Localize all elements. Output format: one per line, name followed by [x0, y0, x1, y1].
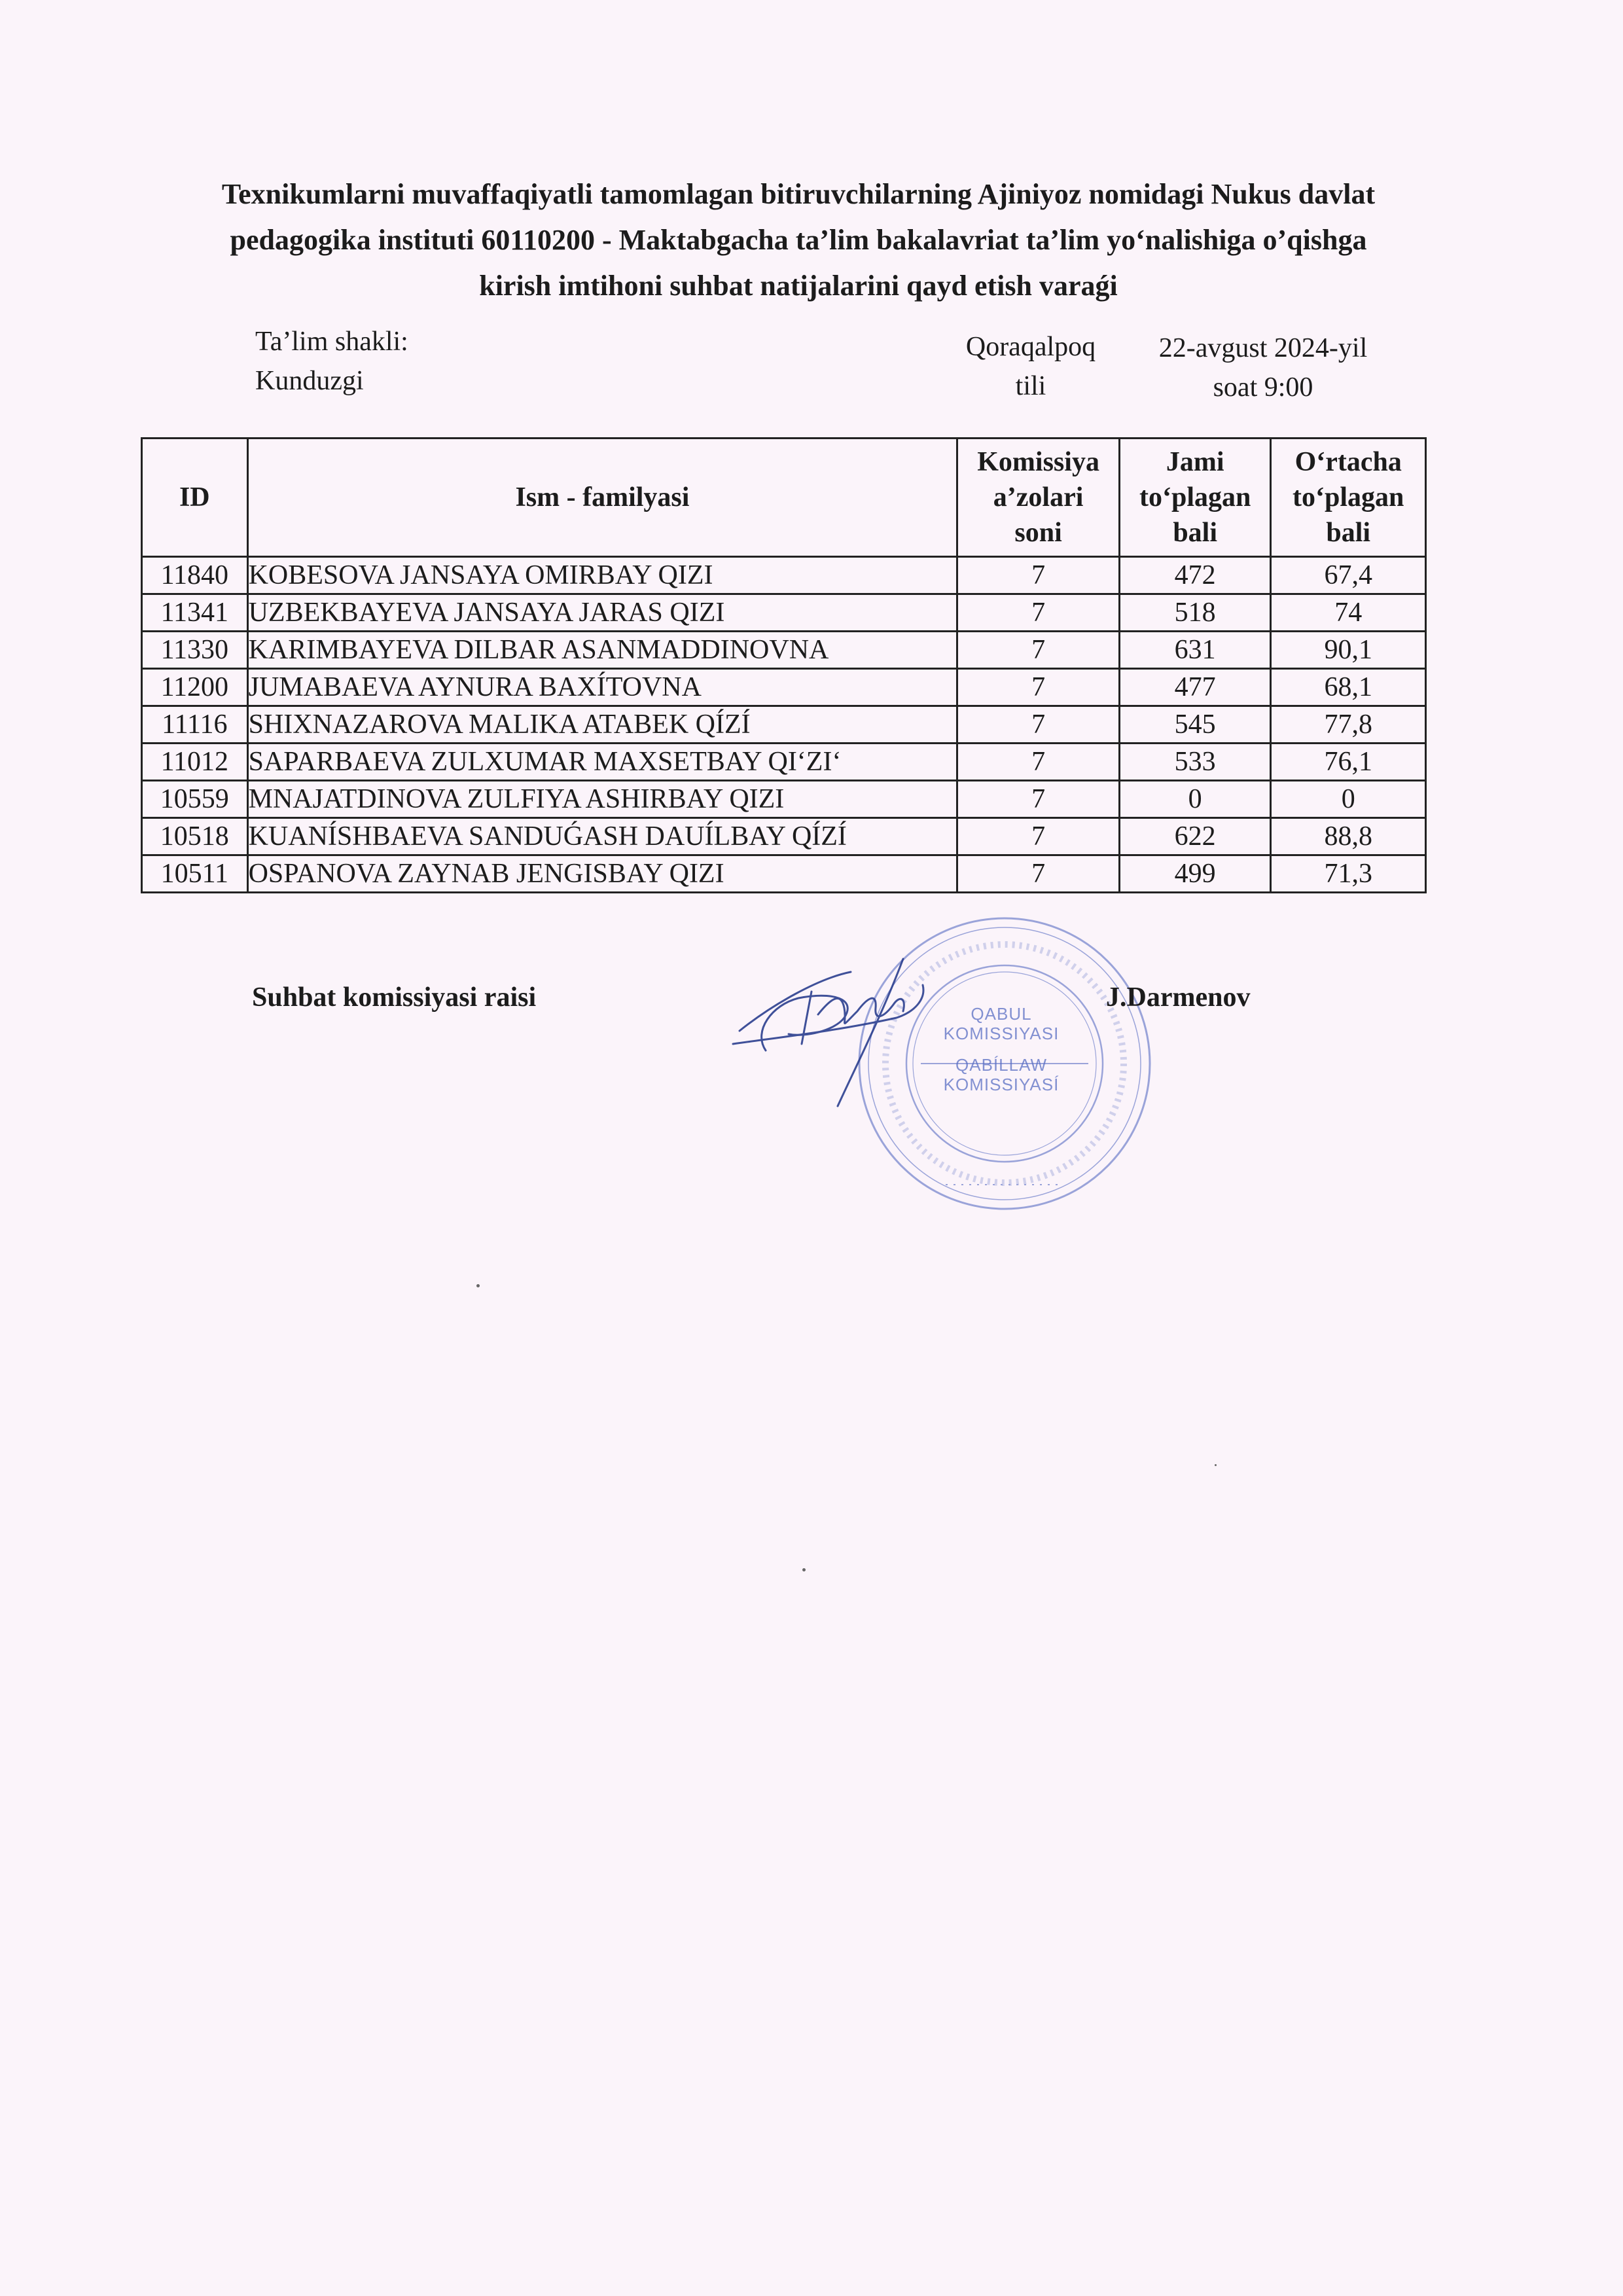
- header-commission-line-2: a’zolari: [993, 482, 1084, 512]
- cell-members: 7: [957, 557, 1120, 594]
- header-average-line-1: O‘rtacha: [1294, 447, 1402, 477]
- study-form-label: Ta’lim shakli:: [255, 327, 408, 357]
- cell-average: 67,4: [1271, 557, 1426, 594]
- language-line-1: Qoraqalpoq: [965, 332, 1096, 362]
- cell-total: 518: [1119, 594, 1271, 632]
- cell-name: KUANÍSHBAEVA SANDUǴASH DAUÍLBAY QÍZÍ: [247, 818, 957, 855]
- cell-name: SHIXNAZAROVA MALIKA ATABEK QÍZÍ: [247, 706, 957, 744]
- cell-id: 10518: [142, 818, 248, 855]
- header-average-score: [1271, 439, 1426, 557]
- cell-name: KARIMBAYEVA DILBAR ASANMADDINOVNA: [247, 632, 957, 669]
- language-line-2: tili: [1015, 371, 1046, 401]
- document-title: [144, 171, 1453, 309]
- cell-members: 7: [957, 855, 1120, 893]
- cell-id: 11330: [142, 632, 248, 669]
- header-commission-line-3: soni: [1014, 518, 1062, 548]
- cell-name: UZBEKBAYEVA JANSAYA JARAS QIZI: [247, 594, 957, 632]
- cell-total: 533: [1119, 744, 1271, 781]
- stamp-text-line-1: QABUL: [971, 1004, 1032, 1024]
- cell-average: 74: [1271, 594, 1426, 632]
- cell-average: 71,3: [1271, 855, 1426, 893]
- header-total-line-2: to‘plagan: [1139, 482, 1251, 512]
- cell-members: 7: [957, 669, 1120, 706]
- exam-date: [1132, 329, 1394, 407]
- title-line-3: kirish imtihoni suhbat natijalarini qayd etish varaǵi: [479, 270, 1118, 302]
- cell-id: 11116: [142, 706, 248, 744]
- cell-total: 477: [1119, 669, 1271, 706]
- study-form-value: Kunduzgi: [255, 366, 364, 396]
- cell-id: 11012: [142, 744, 248, 781]
- cell-average: 0: [1271, 781, 1426, 818]
- cell-members: 7: [957, 818, 1120, 855]
- cell-name: JUMABAEVA AYNURA BAXÍTOVNA: [247, 669, 957, 706]
- table-header-row: [142, 439, 1426, 557]
- table-row: [142, 781, 1426, 818]
- results-table: [141, 437, 1427, 893]
- cell-name: KOBESOVA JANSAYA OMIRBAY QIZI: [247, 557, 957, 594]
- table-row: [142, 744, 1426, 781]
- cell-average: 68,1: [1271, 669, 1426, 706]
- cell-total: 545: [1119, 706, 1271, 744]
- cell-name: MNAJATDINOVA ZULFIYA ASHIRBAY QIZI: [247, 781, 957, 818]
- table-row: [142, 818, 1426, 855]
- study-form: [255, 322, 408, 401]
- header-average-line-2: to‘plagan: [1293, 482, 1404, 512]
- header-total-line-1: Jami: [1166, 447, 1224, 477]
- table-row: [142, 855, 1426, 893]
- cell-total: 499: [1119, 855, 1271, 893]
- exam-date-value: 22-avgust 2024-yil: [1158, 333, 1368, 363]
- header-commission-members: [957, 439, 1120, 557]
- header-commission-line-1: Komissiya: [977, 447, 1099, 477]
- cell-name: OSPANOVA ZAYNAB JENGISBAY QIZI: [247, 855, 957, 893]
- cell-id: 10511: [142, 855, 248, 893]
- chairman-name: J.Darmenov: [1106, 982, 1251, 1013]
- cell-total: 631: [1119, 632, 1271, 669]
- scan-speck: [802, 1568, 806, 1571]
- cell-id: 11341: [142, 594, 248, 632]
- handwritten-signature: [726, 952, 942, 1109]
- title-line-2: pedagogika instituti 60110200 - Maktabgacha ta’lim bakalavriat ta’lim yo‘nalishiga o’qishga: [230, 224, 1367, 256]
- scan-speck: [476, 1284, 480, 1287]
- cell-members: 7: [957, 781, 1120, 818]
- header-id: ID: [142, 439, 248, 557]
- cell-members: 7: [957, 744, 1120, 781]
- cell-average: 88,8: [1271, 818, 1426, 855]
- language: [942, 327, 1119, 406]
- cell-average: 76,1: [1271, 744, 1426, 781]
- cell-average: 90,1: [1271, 632, 1426, 669]
- header-name: Ism - familyasi: [247, 439, 957, 557]
- scan-speck: [1215, 1464, 1217, 1466]
- header-average-line-3: bali: [1326, 518, 1371, 548]
- cell-total: 0: [1119, 781, 1271, 818]
- title-line-1: Texnikumlarni muvaffaqiyatli tamomlagan bitiruvchilarning Ajiniyoz nomidagi Nukus davlat: [221, 178, 1376, 210]
- cell-id: 11840: [142, 557, 248, 594]
- header-total-line-3: bali: [1173, 518, 1218, 548]
- table-row: [142, 557, 1426, 594]
- stamp-text-line-2: KOMISSIYASI: [943, 1024, 1060, 1043]
- cell-members: 7: [957, 594, 1120, 632]
- cell-total: 622: [1119, 818, 1271, 855]
- stamp-text-line-3: QABÍLLAW: [955, 1055, 1047, 1075]
- cell-name: SAPARBAEVA ZULXUMAR MAXSETBAY QI‘ZI‘: [247, 744, 957, 781]
- chairman-label: Suhbat komissiyasi raisi: [252, 982, 537, 1013]
- cell-members: 7: [957, 632, 1120, 669]
- header-total-score: [1119, 439, 1271, 557]
- table-row: [142, 706, 1426, 744]
- cell-id: 10559: [142, 781, 248, 818]
- cell-total: 472: [1119, 557, 1271, 594]
- table-row: [142, 632, 1426, 669]
- table-row: [142, 594, 1426, 632]
- cell-members: 7: [957, 706, 1120, 744]
- cell-average: 77,8: [1271, 706, 1426, 744]
- table-row: [142, 669, 1426, 706]
- stamp-text-line-4: KOMISSIYASÍ: [943, 1075, 1060, 1094]
- cell-id: 11200: [142, 669, 248, 706]
- exam-time-value: soat 9:00: [1213, 372, 1313, 403]
